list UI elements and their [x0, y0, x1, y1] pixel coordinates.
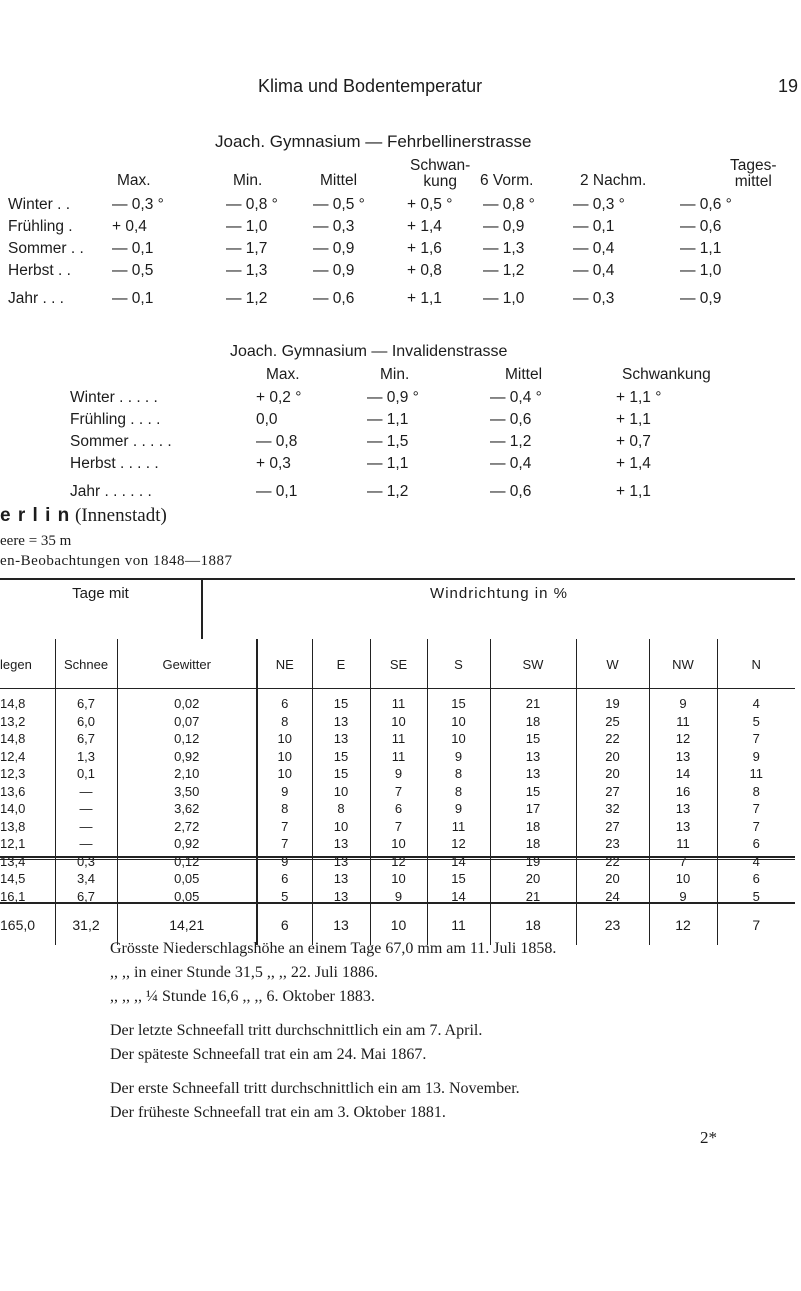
table1-cell: — 0,8 °	[226, 196, 278, 213]
table1-row-label: Frühling .	[8, 218, 73, 235]
table-cell: 9	[649, 689, 717, 713]
table1-col-schwankung: Schwan- kung	[410, 157, 471, 190]
table2-title: Joach. Gymnasium — Invalidenstrasse	[230, 343, 508, 360]
table2-cell: — 0,6	[490, 483, 532, 500]
table-cell: 15	[490, 730, 576, 748]
table-cell: 13	[490, 765, 576, 783]
table-cell: 9	[370, 765, 427, 783]
table-cell: 15	[427, 689, 490, 713]
table1-cell: — 0,9	[313, 240, 355, 257]
note-precip-2: ,, ,, in einer Stunde 31,5 ,, ,, 22. Juli 1886.	[110, 964, 378, 981]
table-total-cell: 6	[257, 905, 312, 945]
col-header-schnee: Schnee	[55, 639, 117, 689]
table1-cell: — 1,2	[226, 290, 268, 307]
note-snow-1: Der letzte Schneefall tritt durchschnittlich ein am 7. April.	[110, 1022, 483, 1039]
table-cell: 9	[649, 888, 717, 906]
table-cell: 13	[649, 818, 717, 836]
note-precip-1: Grösste Niederschlagshöhe an einem Tage 67,0 mm am 11. Juli 1858.	[110, 940, 557, 957]
section-subheading: en-Beobachtungen von 1848—1887	[0, 553, 233, 569]
table-cell: 11	[749, 766, 763, 782]
table1-cell: — 0,9	[313, 262, 355, 279]
table-cell: 6	[370, 800, 427, 818]
table-cell: 2,10	[117, 765, 257, 783]
table-cell: 6,0	[55, 713, 117, 731]
page-header-title: Klima und Bodentemperatur	[258, 76, 483, 96]
table-cell: 0,3	[55, 853, 117, 871]
table-cell: 8	[257, 800, 312, 818]
table-cell: 18	[490, 713, 576, 731]
col-header-gewitter: Gewitter	[117, 639, 257, 689]
table1-title: Joach. Gymnasium — Fehrbellinerstrasse	[215, 132, 532, 151]
table-total-cell: 31,2	[55, 905, 117, 945]
table-cell: 0,92	[117, 748, 257, 766]
note-snow-3: Der erste Schneefall tritt durchschnittlich ein am 13. November.	[110, 1080, 520, 1097]
weather-table	[0, 579, 795, 945]
table2-cell: + 1,1 °	[616, 389, 662, 406]
table-cell: 6	[752, 836, 760, 852]
table1-cell: — 0,1	[112, 240, 154, 257]
table-row	[0, 689, 795, 713]
table-cell: 2,72	[117, 818, 257, 836]
table1-cell: — 0,3	[313, 218, 355, 235]
table-cell: 0,1	[55, 765, 117, 783]
section-elevation: eere = 35 m	[0, 533, 72, 549]
table-cell: —	[55, 835, 117, 853]
table-cell: 13	[649, 800, 717, 818]
table-cell: 10	[312, 783, 370, 801]
table-cell: 11	[649, 835, 717, 853]
table-cell: 11	[370, 730, 427, 748]
table1-cell: + 1,1	[407, 290, 442, 307]
table1-cell: — 0,1	[112, 290, 154, 307]
group-header-tage: Tage mit	[0, 579, 202, 639]
table1-col-min: Min.	[233, 172, 263, 189]
table2-row-label: Winter . . . . .	[70, 389, 158, 406]
table2-cell: — 1,2	[490, 433, 532, 450]
table-cell: 14,8	[0, 689, 55, 713]
table-cell: 23	[576, 835, 649, 853]
table-cell: 19	[576, 689, 649, 713]
table-cell: 13	[490, 748, 576, 766]
table-cell: 20	[576, 870, 649, 888]
table1-cell: + 0,8	[407, 262, 442, 279]
table2-row-label: Jahr . . . . . .	[70, 483, 152, 500]
table2-cell: — 0,4 °	[490, 389, 542, 406]
section-heading	[0, 505, 167, 527]
table-cell: 8	[427, 765, 490, 783]
table-cell: 8	[257, 713, 312, 731]
table-cell: 5	[752, 888, 760, 904]
table2-cell: + 1,1	[616, 483, 651, 500]
table-cell: 9	[427, 800, 490, 818]
table-cell: 14,0	[0, 800, 55, 818]
table2-cell: + 0,3	[256, 455, 291, 472]
table-total-cell: 10	[370, 905, 427, 945]
table1-row-label: Winter . .	[8, 196, 71, 213]
table-total-cell: 14,21	[117, 905, 257, 945]
table-cell: 14	[427, 853, 490, 871]
table-cell: 14,8	[0, 730, 55, 748]
table-cell: 20	[576, 748, 649, 766]
table2-cell: 0,0	[256, 411, 278, 428]
table-cell: 0,02	[117, 689, 257, 713]
col-header-n: N	[751, 656, 761, 672]
table-total-rule	[0, 859, 795, 860]
table-cell: 11	[427, 818, 490, 836]
table-cell: 4	[752, 853, 760, 869]
table-cell: 12	[649, 730, 717, 748]
table-cell: 6	[257, 870, 312, 888]
table-cell: 0,12	[117, 853, 257, 871]
table-cell: 0,92	[117, 835, 257, 853]
table-total-cell: 13	[312, 905, 370, 945]
table-cell: 8	[752, 783, 760, 799]
group-header-windrichtung: Windrichtung in %	[430, 585, 568, 602]
table2-col-schwankung: Schwankung	[622, 366, 711, 383]
table1-cell: — 0,8 °	[483, 196, 535, 213]
page-number: 19	[778, 76, 799, 96]
table-cell: 20	[490, 870, 576, 888]
table2-cell: — 1,5	[367, 433, 409, 450]
table-cell: 6	[752, 871, 760, 887]
table-cell: 14	[649, 765, 717, 783]
table1-cell: — 0,3 °	[112, 196, 164, 213]
table-cell: 6,7	[55, 888, 117, 906]
table-cell: 15	[312, 689, 370, 713]
table2-cell: — 0,4	[490, 455, 532, 472]
table-body-rule	[0, 856, 795, 858]
table-cell: 7	[752, 818, 760, 834]
table-cell: 9	[427, 748, 490, 766]
table-cell: 18	[490, 835, 576, 853]
table1-cell: — 0,9	[680, 290, 722, 307]
table-cell: 13,8	[0, 818, 55, 836]
table1-row-label: Herbst . .	[8, 262, 71, 279]
table-cell: 0,05	[117, 870, 257, 888]
table1-cell: — 1,0	[226, 218, 268, 235]
table-cell: 10	[370, 835, 427, 853]
table-cell: 6,7	[55, 730, 117, 748]
table-cell: 7	[257, 818, 312, 836]
table-cell: 16	[649, 783, 717, 801]
table-cell: 25	[576, 713, 649, 731]
table-cell: 10	[257, 730, 312, 748]
table1-row-label: Jahr . . .	[8, 290, 64, 307]
table1-cell: — 0,5	[112, 262, 154, 279]
table-cell: 14	[427, 888, 490, 906]
table-cell: 1,3	[55, 748, 117, 766]
table-bottom-rule	[0, 902, 795, 904]
table-cell: 15	[312, 765, 370, 783]
table-total-cell: 18	[490, 905, 576, 945]
table-cell: 13	[312, 888, 370, 906]
table1-row-label: Sommer . .	[8, 240, 84, 257]
table-cell: 11	[370, 689, 427, 713]
table-cell: 0,05	[117, 888, 257, 906]
table1-cell: + 1,6	[407, 240, 442, 257]
table-cell: 12,4	[0, 748, 55, 766]
table2-cell: — 0,9 °	[367, 389, 419, 406]
table-cell: 11	[649, 713, 717, 731]
table-cell: 11	[370, 748, 427, 766]
table-total-cell: 165,0	[0, 905, 55, 945]
table1-cell: — 0,1	[573, 218, 615, 235]
table-cell: 13	[312, 730, 370, 748]
table-cell: 20	[576, 765, 649, 783]
table-total-cell: 7	[752, 917, 761, 933]
table-cell: 13	[312, 835, 370, 853]
table-cell: 3,62	[117, 800, 257, 818]
table-cell: 13	[312, 713, 370, 731]
table-cell: 17	[490, 800, 576, 818]
note-snow-2: Der späteste Schneefall trat ein am 24. Mai 1867.	[110, 1046, 427, 1063]
table-cell: 18	[490, 818, 576, 836]
table-cell: 7	[752, 801, 760, 817]
signature-mark: 2*	[700, 1128, 717, 1147]
table-cell: —	[55, 818, 117, 836]
table-cell: 27	[576, 818, 649, 836]
table2-col-max: Max.	[266, 366, 300, 383]
table-cell: —	[55, 800, 117, 818]
table1-cell: — 0,5 °	[313, 196, 365, 213]
table-cell: 10	[649, 870, 717, 888]
table1-cell: + 0,4	[112, 218, 147, 235]
table-row	[0, 730, 795, 748]
table-cell: 9	[257, 853, 312, 871]
table-total-cell: 23	[576, 905, 649, 945]
table-cell: 22	[576, 853, 649, 871]
table-cell: 3,50	[117, 783, 257, 801]
col-header-ne: NE	[257, 639, 312, 689]
section-heading-area: (Innenstadt)	[75, 505, 167, 526]
section-heading-city: e r l i n	[0, 505, 71, 526]
table-cell: 13,2	[0, 713, 55, 731]
table-cell: 7	[257, 835, 312, 853]
table-row	[0, 800, 795, 818]
table-cell: 7	[649, 853, 717, 871]
table1-cell: — 1,1	[680, 240, 722, 257]
table-cell: —	[55, 783, 117, 801]
table1-cell: — 1,3	[483, 240, 525, 257]
table-cell: 12	[427, 835, 490, 853]
table-row	[0, 713, 795, 731]
table2-cell: — 0,8	[256, 433, 298, 450]
table2-row-label: Frühling . . . .	[70, 411, 161, 428]
table-cell: 21	[490, 888, 576, 906]
table-cell: 15	[490, 783, 576, 801]
table-cell: 9	[370, 888, 427, 906]
table-cell: 9	[752, 748, 760, 764]
table2-col-min: Min.	[380, 366, 410, 383]
table2-cell: + 1,1	[616, 411, 651, 428]
table1-cell: — 1,2	[483, 262, 525, 279]
table-header-rule	[0, 688, 795, 689]
table-cell: 12,1	[0, 835, 55, 853]
table-cell: 9	[257, 783, 312, 801]
table-cell: 7	[370, 818, 427, 836]
table2-row-label: Herbst . . . . .	[70, 455, 159, 472]
col-header-s: S	[427, 639, 490, 689]
col-header-nw: NW	[649, 639, 717, 689]
col-header-w: W	[576, 639, 649, 689]
table-cell: 13,4	[0, 853, 55, 871]
table1-cell: — 1,0	[483, 290, 525, 307]
table-total-cell: 12	[649, 905, 717, 945]
table1-cell: — 0,4	[573, 262, 615, 279]
table-cell: 7	[370, 783, 427, 801]
table2-cell: — 1,2	[367, 483, 409, 500]
table-cell: 13,6	[0, 783, 55, 801]
table-cell: 8	[312, 800, 370, 818]
table-cell: 13	[649, 748, 717, 766]
table-cell: 5	[257, 888, 312, 906]
table-row	[0, 870, 795, 888]
table-cell: 24	[576, 888, 649, 906]
table-cell: 7	[752, 731, 760, 747]
table-row	[0, 783, 795, 801]
table2-cell: + 0,2 °	[256, 389, 302, 406]
table-cell: 32	[576, 800, 649, 818]
table-cell: 8	[427, 783, 490, 801]
table-cell: 0,12	[117, 730, 257, 748]
table-cell: 16,1	[0, 888, 55, 906]
table-cell: 10	[312, 818, 370, 836]
table1-cell: — 0,9	[483, 218, 525, 235]
table-cell: 15	[427, 870, 490, 888]
table-total-cell: 11	[427, 905, 490, 945]
table-row	[0, 748, 795, 766]
table-cell: 10	[427, 713, 490, 731]
table1-cell: — 0,3 °	[573, 196, 625, 213]
table-cell: 10	[257, 765, 312, 783]
table-cell: 10	[257, 748, 312, 766]
table-cell: 21	[490, 689, 576, 713]
table-cell: 0,07	[117, 713, 257, 731]
table1-cell: — 0,4	[573, 240, 615, 257]
table-cell: 6	[257, 689, 312, 713]
table-cell: 10	[370, 870, 427, 888]
table-cell: 4	[752, 696, 760, 712]
table1-col-2nachm: 2 Nachm.	[580, 172, 647, 189]
table2-cell: — 0,1	[256, 483, 298, 500]
table2-cell: — 0,6	[490, 411, 532, 428]
table2-cell: — 1,1	[367, 455, 409, 472]
table1-col-6vorm: 6 Vorm.	[480, 172, 534, 189]
table-row	[0, 818, 795, 836]
table1-cell: — 0,3	[573, 290, 615, 307]
table1-cell: — 1,0	[680, 262, 722, 279]
table-cell: 12,3	[0, 765, 55, 783]
table-cell: 13	[312, 870, 370, 888]
table-cell: 10	[370, 713, 427, 731]
col-header-e: E	[312, 639, 370, 689]
table2-cell: + 1,4	[616, 455, 651, 472]
table-row	[0, 765, 795, 783]
table1-cell: + 0,5 °	[407, 196, 453, 213]
table-cell: 12	[370, 853, 427, 871]
col-header-leading: legen	[0, 639, 55, 689]
col-header-se: SE	[370, 639, 427, 689]
table1-col-mittel: Mittel	[320, 172, 358, 189]
table-cell: 15	[312, 748, 370, 766]
table1-cell: — 0,6 °	[680, 196, 732, 213]
table-row	[0, 835, 795, 853]
table1-cell: — 1,3	[226, 262, 268, 279]
table-cell: 14,5	[0, 870, 55, 888]
table-cell: 6,7	[55, 689, 117, 713]
note-snow-4: Der früheste Schneefall trat ein am 3. Oktober 1881.	[110, 1104, 446, 1121]
table-cell: 3,4	[55, 870, 117, 888]
table-cell: 27	[576, 783, 649, 801]
table2-cell: + 0,7	[616, 433, 651, 450]
table1-col-tagesmittel: Tages- mittel	[730, 157, 777, 190]
table-cell: 19	[490, 853, 576, 871]
table1-cell: — 1,7	[226, 240, 268, 257]
table-cell: 5	[752, 713, 760, 729]
table2-cell: — 1,1	[367, 411, 409, 428]
table1-cell: + 1,4	[407, 218, 442, 235]
table-top-rule	[0, 578, 795, 580]
note-precip-3: ,, ,, ,, ¼ Stunde 16,6 ,, ,, 6. Oktober 1883.	[110, 988, 375, 1005]
table-total-row	[0, 905, 795, 945]
table2-col-mittel: Mittel	[505, 366, 543, 383]
table1-cell: — 0,6	[313, 290, 355, 307]
col-header-sw: SW	[490, 639, 576, 689]
table-cell: 13	[312, 853, 370, 871]
table1-cell: — 0,6	[680, 218, 722, 235]
table2-row-label: Sommer . . . . .	[70, 433, 172, 450]
table1-col-max: Max.	[117, 172, 151, 189]
table-cell: 22	[576, 730, 649, 748]
table-cell: 10	[427, 730, 490, 748]
